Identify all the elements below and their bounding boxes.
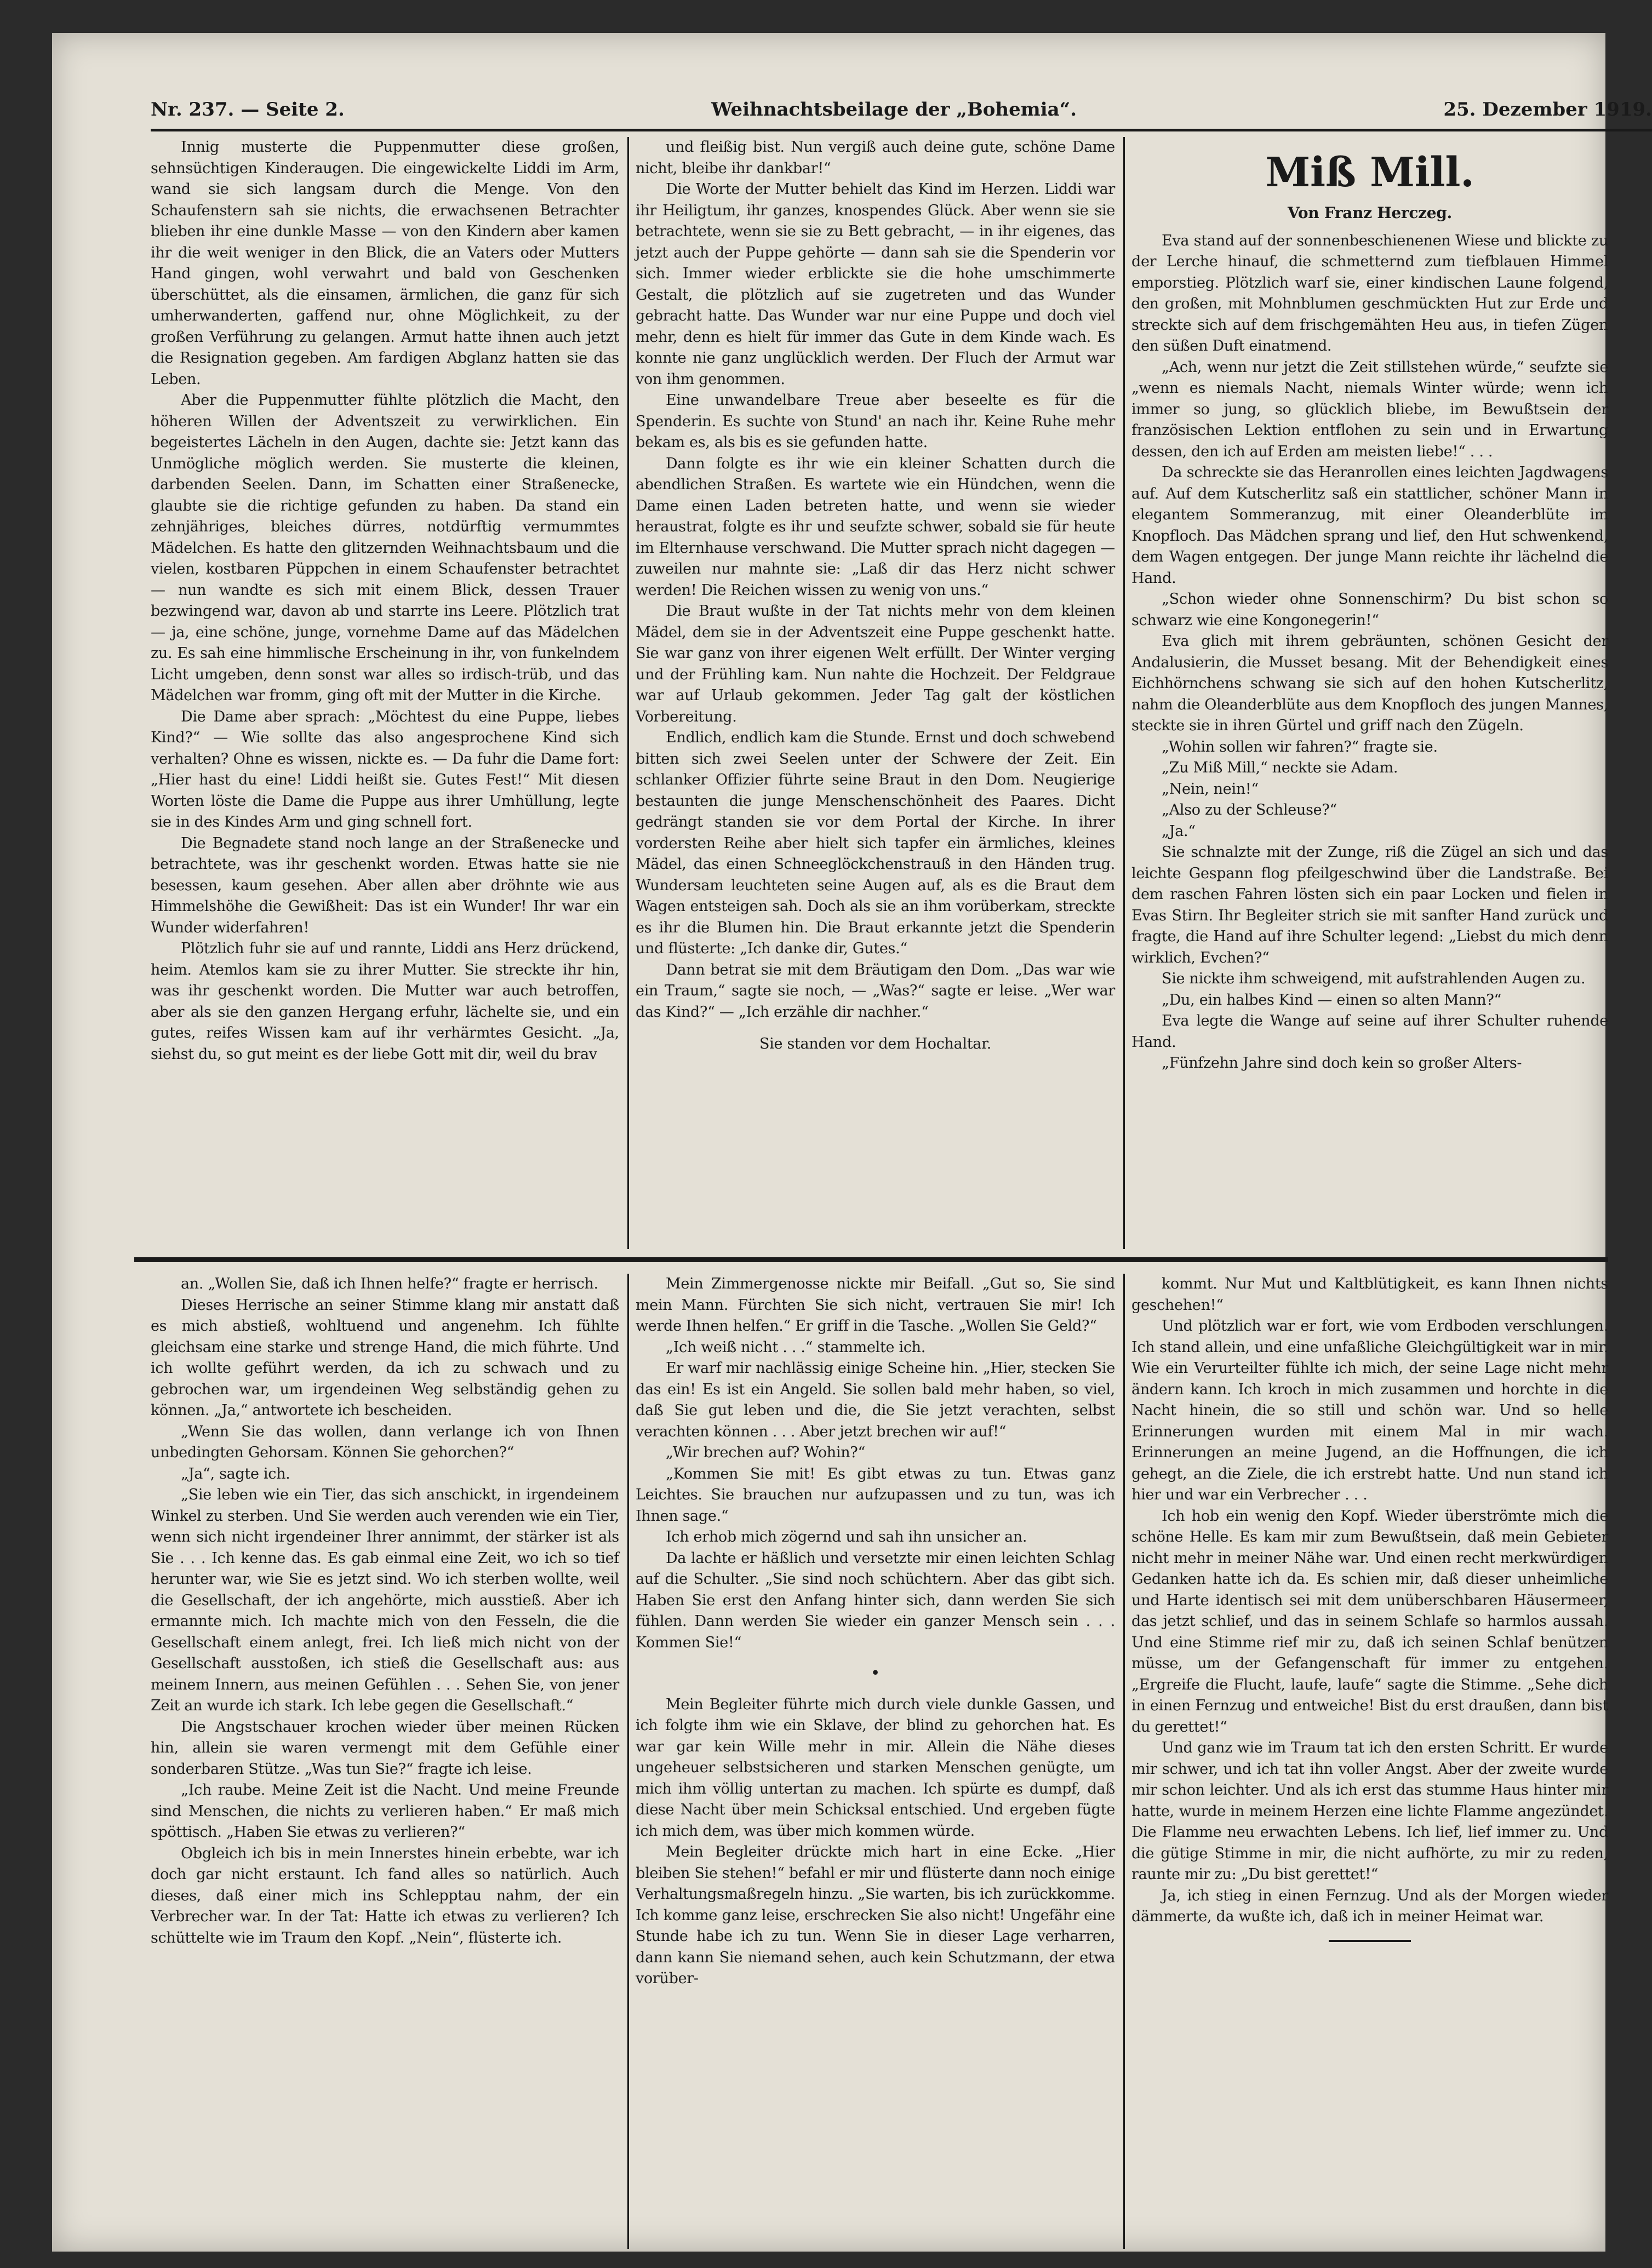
paragraph: „Zu Miß Mill,“ neckte sie Adam. (1162, 759, 1398, 776)
paragraph: Eva stand auf der sonnenbeschienenen Wiese und blickte zu der Lerche hinauf, die schmetternd zum tiefblauen Himmel emporstieg. Plötzlich warf sie, einer kindischen Laune folgend, den großen, mit Mohnblumen geschmückten Hut zur Erde und streckte sich auf dem frischgemähten Heu aus, in tiefen Zügen den süßen Duft einatmend. (1131, 232, 1608, 354)
paragraph: „Ja.“ (1162, 822, 1196, 840)
paragraph: Sie schnalzte mit der Zunge, riß die Zügel an sich und das leichte Gespann flog pfeilgeschwind über die Landstraße. Bei dem raschen Fahren lösten sich ein paar Locken und fielen in Evas Stirn. Ihr Begleiter strich sie mit sanfter Hand zurück und fragte, die Hand auf ihre Schulter legend: „Liebst du mich denn wirklich, Evchen?“ (1131, 844, 1608, 966)
column-rule (1123, 137, 1125, 1249)
paragraph: „Wohin sollen wir fahren?“ fragte sie. (1162, 738, 1438, 755)
paragraph: Innig musterte die Puppenmutter diese großen, sehnsüchtigen Kinderaugen. Die eingewickelte Liddi im Arm, wand sie sich langsam durch die Menge. Von den Schaufenstern sah sie nichts, die erwachsenen Betrachter blieben ihr eine dunkle Masse — von den Kindern aber kamen ihr die weit weniger in den Blick, die an Vaters oder Mutters Hand gingen, wohl verwahrt und bald von Geschenken überschüttet, als die einsamen, ärmlichen, die ganz für sich umherwanderten, gaffend nur, ohne Möglichkeit, zu der großen Verführung zu gelangen. Armut hatte ihnen auch jetzt die Resignation gegeben. Am fardigen Abglanz hatten sie das Leben. (151, 139, 619, 388)
paragraph: „Also zu der Schleuse?“ (1162, 801, 1337, 818)
paragraph: Dann folgte es ihr wie ein kleiner Schatten durch die abendlichen Straßen. Es wartete wie ein Hündchen, wenn die Dame einen Laden betreten hatte, und wenn sie wieder heraustrat, folgte es ihr und seufzte schwer, sobald sie für heute im Elternhause verschwand. Die Mutter sprach nicht dagegen — zuweilen nur mahnte sie: „Laß dir das Herz nicht schwer werden! Die Reichen wissen zu wenig von uns.“ (636, 455, 1115, 599)
paragraph: Die Braut wußte in der Tat nichts mehr von dem kleinen Mädel, dem sie in der Adventszeit eine Puppe geschenkt hatte. Sie war ganz von ihrer eigenen Welt erfüllt. Der Winter verging und der Frühling kam. Nun nahte die Hochzeit. Der Feldgraue war auf Urlaub gekommen. Jeder Tag galt der köstlichen Vorbereitung. (636, 603, 1115, 725)
paragraph: „Ich raube. Meine Zeit ist die Nacht. Und meine Freunde sind Menschen, die nichts zu verlieren haben.“ Er maß mich spöttisch. „Haben Sie etwas zu verlieren?“ (151, 1782, 619, 1841)
bottom-column-3 (1131, 1274, 1608, 2249)
newspaper-page (52, 33, 1652, 2252)
paragraph: „Ja“, sagte ich. (181, 1465, 290, 1482)
paragraph: Sie nickte ihm schweigend, mit aufstrahlenden Augen zu. (1162, 970, 1586, 987)
paragraph: Endlich, endlich kam die Stunde. Ernst und doch schwebend bitten sich zwei Seelen unter der Schwere der Zeit. Ein schlanker Offizier führte seine Braut in den Dom. Neugierige bestaunten die junge Menschenschönheit des Paares. Dicht gedrängt standen sie vor dem Portal der Kirche. In ihrer vordersten Reihe aber hielt sich tapfer ein ärmliches, kleines Mädel, das einen Schneeglöckchenstrauß in den Händen trug. Wundersam leuchteten seine Augen auf, als es die Braut dem Wagen entsteigen sah. Doch als sie an ihm vorüberkam, streckte es ihr die Blumen hin. Die Braut erkannte jetzt die Spenderin und flüsterte: „Ich danke dir, Gutes.“ (636, 729, 1115, 957)
paragraph: Aber die Puppenmutter fühlte plötzlich die Macht, den höheren Willen der Adventszeit zu verwirklichen. Ein begeistertes Lächeln in den Augen, dachte sie: Jetzt kann das Unmögliche möglich werden. Sie musterte die kleinen, darbenden Seelen. Dann, im Schatten einer Straßenecke, glaubte sie die richtige gefunden zu haben. Da stand ein zehnjähriges, bleiches dürres, notdürftig vermummtes Mädelchen. Es hatte den glitzernden Weihnachtsbaum und die vielen, kostbaren Püppchen in einem Schaufenster betrachtet — nun wandte es sich mit einem Blick, dessen Trauer bezwingend war, davon ab und starrte ins Leere. Plötzlich trat — ja, eine schöne, junge, vornehme Dame auf das Mädelchen zu. Es sah eine himmlische Erscheinung in ihr, von funkelndem Licht umgeben, denn sonst war alles so irdisch-trüb, und das Mädelchen war fromm, ging oft mit der Mutter in die Kirche. (151, 392, 619, 704)
column-rule (627, 137, 629, 1249)
end-rule (1329, 1940, 1411, 1942)
paragraph: Und plötzlich war er fort, wie vom Erdboden verschlungen. Ich stand allein, und eine unfaßliche Gleichgültigkeit war in mir. Wie ein Verurteilter fühlte ich mich, der seine Lage nicht mehr ändern kann. Ich kroch in mich zusammen und horchte in die Nacht hinein, die so still und schön war. Und so helle Erinnerungen wurden mit einem Mal in mir wach. Erinnerungen an meine Jugend, an die Hoffnungen, die ich gehegt, an die Ziele, die ich erstrebt hatte. Und nun stand ich hier und war ein Verbrecher . . . (1131, 1318, 1608, 1503)
paragraph: „Ich weiß nicht . . .“ stammelte ich. (666, 1338, 926, 1356)
paragraph: und fleißig bist. Nun vergiß auch deine gute, schöne Dame nicht, bleibe ihr dankbar!“ (636, 139, 1115, 177)
bottom-column-2 (636, 1274, 1115, 2249)
story-byline: Von Franz Herczeg. (1288, 204, 1452, 222)
paragraph: Sie standen vor dem Hochaltar. (759, 1035, 992, 1052)
paragraph: Plötzlich fuhr sie auf und rannte, Liddi ans Herz drückend, heim. Atemlos kam sie zu ihrer Mutter. Sie streckte ihr hin, was ihr geschenkt worden. Die Mutter war auch betroffen, aber als sie den ganzen Hergang erfuhr, lächelte sie, und ein gutes, reifes Wissen kam auf ihr verhärmtes Gesicht. „Ja, siehst du, so gut meint es der liebe Gott mit dir, weil du brav (151, 940, 619, 1063)
column-rule (627, 1274, 629, 2249)
paragraph: Die Begnadete stand noch lange an der Straßenecke und betrachtete, was ihr geschenkt worden. Etwas hatte sie nie besessen, kaum gesehen. Aber allen aber dröhnte wie aus Himmelshöhe die Gewißheit: Das ist ein Wunder! Ihr war ein Wunder widerfahren! (151, 834, 619, 936)
paragraph: Da schreckte sie das Heranrollen eines leichten Jagdwagens auf. Auf dem Kutscherlitz saß ein stattlicher, schöner Mann in elegantem Sommeranzug, mit einer Oleanderblüte im Knopfloch. Das Mädchen sprang und lief, den Hut schwenkend, dem Wagen entgegen. Der junge Mann reichte ihr lächelnd die Hand. (1131, 464, 1608, 587)
paragraph: „Wenn Sie das wollen, dann verlange ich von Ihnen unbedingten Gehorsam. Können Sie gehorchen?“ (151, 1423, 619, 1461)
paragraph: kommt. Nur Mut und Kaltblütigkeit, es kann Ihnen nichts geschehen!“ (1131, 1275, 1608, 1314)
paragraph: „Fünfzehn Jahre sind doch kein so großer Alters- (1162, 1055, 1522, 1072)
paragraph: Eva glich mit ihrem gebräunten, schönen Gesicht der Andalusierin, die Musset besang. Mit der Behendigkeit eines Eichhörnchens schwang sie sich auf den hohen Kutscherlitz, nahm die Oleanderblüte aus dem Knopfloch des jungen Mannes, steckte sie in ihren Gürtel und griff nach den Zügeln. (1131, 633, 1608, 734)
paragraph: Mein Begleiter drückte mich hart in eine Ecke. „Hier bleiben Sie stehen!“ befahl er mir und flüsterte dann noch einige Verhaltungsmaßregeln hinzu. „Sie warten, bis ich zurückkomme. Ich komme ganz leise, erschrecken Sie also nicht! Ungefähr eine Stunde habe ich zu tun. Wenn Sie in dieser Lage verharren, dann kann Sie niemand sehen, auch kein Schutzmann, der etwa vorüber- (636, 1843, 1115, 1987)
paragraph: „Ach, wenn nur jetzt die Zeit stillstehen würde,“ seufzte sie „wenn es niemals Nacht, niemals Winter würde; wenn ich immer so jung, so glücklich bliebe, im Bewußtsein der französischen Lektion entflohen zu sein und in Erwartung dessen, den ich auf Erden am meisten liebe!“ . . . (1131, 358, 1608, 460)
paragraph: Dieses Herrische an seiner Stimme klang mir anstatt daß es mich abstieß, wohltuend und angenehm. Ich fühlte gleichsam eine starke und strenge Hand, die mich führte. Und ich wollte geführt werden, da ich zu schwach und zu gebrochen war, um irgendeinen Weg selbständig gehen zu können. „Ja,“ antwortete ich bescheiden. (151, 1296, 619, 1419)
paragraph: Obgleich ich bis in mein Innerstes hinein erbebte, war ich doch gar nicht erstaunt. Ich fand alles so natürlich. Auch dieses, daß einer mich ins Schlepptau nahm, der ein Verbrecher war. In der Tat: Hatte ich etwas zu verlieren? Ich schüttelte wie im Traum den Kopf. „Nein“, flüsterte ich. (151, 1845, 619, 1946)
page-header (151, 90, 1652, 131)
paragraph: Ja, ich stieg in einen Fernzug. Und als der Morgen wieder dämmerte, da wußte ich, daß ich in meiner Heimat war. (1131, 1887, 1608, 1925)
paragraph: an. „Wollen Sie, daß ich Ihnen helfe?“ fragte er herrisch. (181, 1275, 598, 1292)
paragraph: „Schon wieder ohne Sonnenschirm? Du bist schon so schwarz wie eine Kongonegerin!“ (1131, 591, 1608, 629)
bottom-column-1 (151, 1274, 619, 2249)
top-column-2 (636, 137, 1115, 1249)
issue-number: Nr. 237. — Seite 2. (151, 99, 345, 121)
column-rule (1123, 1274, 1125, 2249)
paragraph: Die Worte der Mutter behielt das Kind im Herzen. Liddi war ihr Heiligtum, ihr ganzes, knospendes Glück. Aber wenn sie sie betrachtete, wenn sie sie zu Bett gebracht, — in ihr eigenes, das jetzt auch der Puppe gehörte — dann sah sie die Spenderin vor sich. Immer wieder erblickte sie die hohe umschimmerte Gestalt, die plötzlich auf sie zugetreten und das Wunder gebracht hatte. Das Wunder war nur eine Puppe und doch viel mehr, denn es hielt für immer das Gute in dem Kinde wach. Es konnte nie ganz unglücklich werden. Der Fluch der Armut war von ihm genommen. (636, 181, 1115, 388)
paragraph: Eine unwandelbare Treue aber beseelte es für die Spenderin. Es suchte von Stund' an nach ihr. Keine Ruhe mehr bekam es, als bis es sie gefunden hatte. (636, 392, 1115, 451)
paragraph: Ich hob ein wenig den Kopf. Wieder überströmte mich die schöne Helle. Es kam mir zum Bewußtsein, daß mein Gebieter nicht mehr in meiner Nähe war. Und einen recht merkwürdigen Gedanken hatte ich da. Es schien mir, daß dieser unheimliche und Harte identisch sei mit dem unüberschbaren Häusermeer, das jetzt schlief, und das in seinem Schlafe so harmlos aussah. Und eine Stimme rief mir zu, daß ich seinen Schlaf benützen müsse, um der Gefangenschaft für immer zu entgehen. „Ergreife die Flucht, laufe, laufe“ sagte die Stimme. „Sehe dich in einen Fernzug und entweiche! Bist du erst draußen, dann bist du gerettet!“ (1131, 1507, 1608, 1736)
paragraph: Da lachte er häßlich und versetzte mir einen leichten Schlag auf die Schulter. „Sie sind noch schüchtern. Aber das gibt sich. Haben Sie erst den Anfang hinter sich, dann werden Sie sich fühlen. Dann werden Sie wieder ein ganzer Mensch sein . . . Kommen Sie!“ (636, 1549, 1115, 1651)
section-divider (134, 1257, 1608, 1262)
paragraph: „Kommen Sie mit! Es gibt etwas zu tun. Etwas ganz Leichtes. Sie brauchen nur aufzupassen und zu tun, was ich Ihnen sage.“ (636, 1465, 1115, 1525)
paragraph: „Wir brechen auf? Wohin?“ (666, 1444, 865, 1461)
section-separator: • (870, 1664, 881, 1683)
paragraph: Die Dame aber sprach: „Möchtest du eine Puppe, liebes Kind?“ — Wie sollte das also angesprochene Kind sich verhalten? Ohne es wissen, nickte es. — Da fuhr die Dame fort: „Hier hast du eine! Liddi heißt sie. Gutes Fest!“ Mit diesen Worten löste die Dame die Puppe aus ihrer Umhüllung, legte sie in des Kindes Arm und ging schnell fort. (151, 708, 619, 831)
paragraph: Er warf mir nachlässig einige Scheine hin. „Hier, stecken Sie das ein! Es ist ein Angeld. Sie sollen bald mehr haben, so viel, daß Sie gut leben und die, die Sie jetzt verachten, selbst verachten können . . . Aber jetzt brechen wir auf!“ (636, 1360, 1115, 1440)
paragraph: „Du, ein halbes Kind — einen so alten Mann?“ (1162, 991, 1502, 1009)
paragraph: „Sie leben wie ein Tier, das sich anschickt, in irgendeinem Winkel zu sterben. Und Sie werden auch verenden wie ein Tier, wenn sich nicht irgendeiner Ihrer annimmt, der stärker ist als Sie . . . Ich kenne das. Es gab einmal eine Zeit, wo ich so tief herunter war, wie Sie es jetzt sind. Wo ich sterben wollte, weil die Gesellschaft, der ich angehörte, mich ausstieß. Aber ich ermannte mich. Ich machte mich von den Fesseln, die die Gesellschaft einem anlegt, frei. Ich ließ mich nicht von der Gesellschaft ausstoßen, ich stieß die Gesellschaft aus: aus meinem Innern, aus meinen Gefühlen . . . Sehen Sie, von jener Zeit an wurde ich stark. Ich lebe gegen die Gesellschaft.“ (151, 1486, 619, 1714)
paragraph: Und ganz wie im Traum tat ich den ersten Schritt. Er wurde mir schwer, und ich tat ihn voller Angst. Aber der zweite wurde mir schon leichter. Und als ich erst das stumme Haus hinter mir hatte, wurde in meinem Herzen eine lichte Flamme angezündet. Die Flamme neu erwachten Lebens. Ich lief, lief immer zu. Und die gütige Stimme in mir, die nicht aufhörte, zu mir zu reden, raunte mir zu: „Du bist gerettet!“ (1131, 1739, 1608, 1883)
top-column-3 (1131, 137, 1608, 1249)
paragraph: Ich erhob mich zögernd und sah ihn unsicher an. (666, 1528, 1027, 1545)
supplement-title: Weihnachtsbeilage der „Bohemia“. (711, 99, 1077, 121)
paragraph: Eva legte die Wange auf seine auf ihrer Schulter ruhende Hand. (1131, 1012, 1608, 1051)
paragraph: Die Angstschauer krochen wieder über meinen Rücken hin, allein sie waren vermengt mit dem Gefühle einer sonderbaren Stütze. „Was tun Sie?“ fragte ich leise. (151, 1718, 619, 1778)
paragraph: Mein Begleiter führte mich durch viele dunkle Gassen, und ich folgte ihm wie ein Sklave, der blind zu gehorchen hat. Es war gar kein Wille mehr in mir. Allein die Nähe dieses ungeheuer selbstsicheren und starken Menschen genügte, um mich ihm völlig untertan zu machen. Ich spürte es dumpf, daß diese Nacht über mein Schicksal entschied. Und ergeben fügte ich mich dem, was über mich kommen würde. (636, 1696, 1115, 1840)
paragraph: Mein Zimmergenosse nickte mir Beifall. „Gut so, Sie sind mein Mann. Fürchten Sie sich nicht, vertrauen Sie mir! Ich werde Ihnen helfen.“ Er griff in die Tasche. „Wollen Sie Geld?“ (636, 1275, 1115, 1335)
paragraph: „Nein, nein!“ (1162, 780, 1259, 798)
issue-date: 25. Dezember 1919. (1443, 99, 1652, 121)
paragraph: Dann betrat sie mit dem Bräutigam den Dom. „Das war wie ein Traum,“ sagte sie noch, — „Was?“ sagte er leise. „Wer war das Kind?“ — „Ich erzähle dir nachher.“ (636, 961, 1115, 1021)
top-column-1 (151, 137, 619, 1249)
story-title: Miß Mill. (1265, 149, 1474, 196)
